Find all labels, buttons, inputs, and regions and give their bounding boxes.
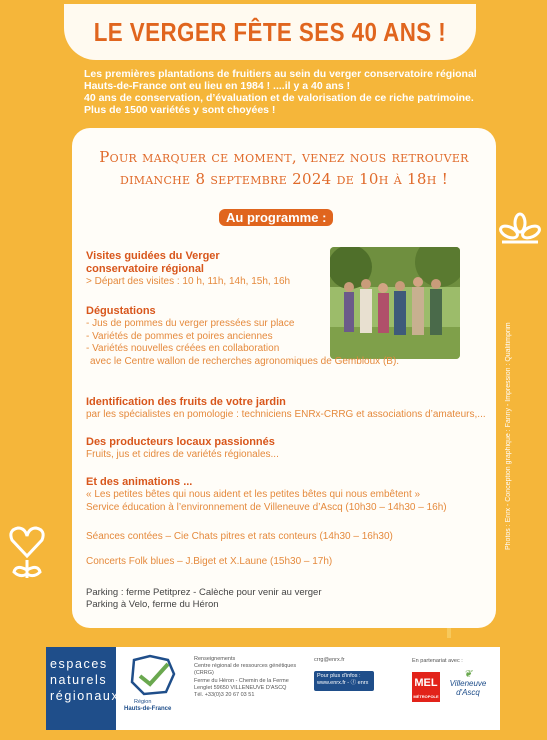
credits: Photos : Enrx - Conception graphique : Fanny - Impression : Qualitimprim: [505, 322, 512, 550]
animations-section: [86, 476, 447, 514]
intro-line: Les premières plantations de fruitiers au sein du verger conservatoire régional: [84, 68, 477, 80]
info-badge[interactable]: [314, 671, 374, 691]
invitation: [72, 146, 496, 190]
list-item: - Jus de pommes du verger pressées sur place: [86, 318, 295, 329]
villeneuve-text: d'Ascq: [456, 688, 480, 697]
section-heading: Dégustations: [86, 305, 156, 317]
logo-text: espaces: [50, 657, 108, 671]
invitation-line: Pour marquer ce moment, venez nous retrouver: [99, 148, 469, 166]
section-heading: Visites guidées du Verger: [86, 250, 220, 262]
visites-section: [86, 250, 290, 289]
email-link[interactable]: crrg@enrx.fr: [314, 657, 345, 663]
section-heading: Des producteurs locaux passionnés: [86, 436, 275, 448]
programme-label: Au programme :: [219, 209, 333, 226]
mel-text: MEL: [414, 677, 438, 689]
leaf-icon: ❦: [463, 669, 473, 680]
parking-info: [86, 587, 322, 611]
list-item: - Variétés de pommes et poires anciennes: [86, 330, 273, 342]
region-name: Hauts-de-France: [124, 706, 172, 712]
contact-line: Ferme du Héron - Chemin de la Ferme: [194, 677, 289, 684]
leaf-heart-icon: [6, 520, 48, 580]
villeneuve-logo: [446, 670, 490, 697]
intro-line: Plus de 1500 variétés y sont choyées !: [84, 104, 276, 116]
section-heading: Identification des fruits de votre jardin: [86, 396, 286, 408]
info-line: www.enrx.fr - ⓕ enrx: [317, 680, 369, 686]
mel-sub: MÉTROPOLE: [413, 694, 439, 699]
section-text: > Départ des visites : 10 h, 11h, 14h, 15h, 16h: [86, 276, 291, 287]
identification-section: [86, 396, 486, 422]
section-text: « Les petites bêtes qui nous aident et les petites bêtes qui nous embêtent »: [86, 489, 421, 500]
parking-line: Parking : ferme Petitprez - Calèche pour venir au verger: [86, 587, 322, 598]
section-heading: Et des animations ...: [86, 476, 193, 488]
intro-text: [84, 68, 504, 116]
contact-line: Renseignements: [194, 656, 236, 662]
producteurs-section: [86, 436, 279, 462]
region-label: Région: [134, 699, 152, 705]
renseignements: [194, 656, 296, 699]
contact-line: Tél. +33(0)3 20 67 03 51: [194, 692, 255, 699]
list-item: avec le Centre wallon de recherches agronomiques de Gembloux (B).: [90, 355, 400, 367]
degustations-section: [86, 305, 399, 368]
contact-line: (CRRG): [194, 670, 214, 677]
contact-line: Centre régional de ressources génétiques: [194, 663, 297, 670]
info-line: Pour plus d'infos :: [317, 673, 361, 679]
section-heading: conservatoire régional: [86, 263, 204, 275]
title-banner: [64, 4, 476, 60]
section-text: Service éducation à l’environnement de Villeneuve d’Ascq (10h30 – 14h30 – 16h): [86, 501, 447, 513]
section-text: par les spécialistes en pomologie : techniciens ENRx-CRRG et associations d’amateurs,...: [86, 409, 486, 420]
partner-label: En partenariat avec :: [412, 658, 463, 664]
list-item: - Variétés nouvelles créées en collaboration: [86, 343, 280, 354]
contact-line: Lenglet 59650 VILLENEUVE D'ASCQ: [194, 684, 287, 691]
page-title: LE VERGER FÊTE SES 40 ANS !: [93, 16, 447, 47]
mel-logo: [412, 672, 440, 702]
invitation-line: dimanche 8 septembre 2024 de 10h à 18h !: [119, 170, 449, 188]
flower-outline-icon: [498, 212, 542, 248]
logo-text: régionaux: [50, 689, 120, 703]
intro-line: Hauts-de-France ont eu lieu en 1984 ! ....il y a 40 ans !: [84, 80, 351, 92]
villeneuve-text: Villeneuve: [449, 679, 487, 688]
animation-item: Séances contées – Cie Chats pitres et rats conteurs (14h30 – 16h30): [86, 531, 393, 542]
parking-line: Parking à Velo, ferme du Héron: [86, 599, 219, 610]
logo-text: naturels: [50, 673, 108, 687]
region-map-icon: [124, 652, 180, 698]
section-text: Fruits, jus et cidres de variétés régionales...: [86, 449, 279, 460]
enr-logo: [46, 647, 120, 730]
intro-line: 40 ans de conservation, d’évaluation et de valorisation de ce riche patrimoine.: [84, 92, 474, 104]
programme-card: [72, 128, 496, 628]
animation-item: Concerts Folk blues – J.Biget et X.Laune (15h30 – 17h): [86, 556, 333, 567]
